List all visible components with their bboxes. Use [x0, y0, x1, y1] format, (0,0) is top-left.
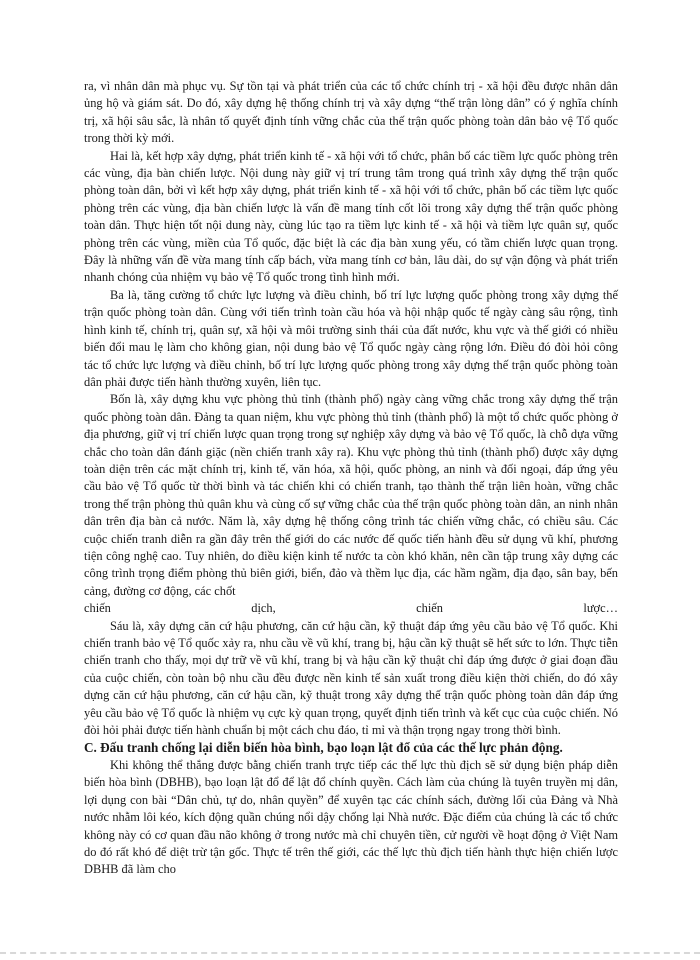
paragraph-intro: ra, vì nhân dân mà phục vụ. Sự tồn tại và phát triển của các tổ chức chính trị - xã hội đều được nhân dân ủng hộ và giám sát. Do đó, xây dựng hệ thống chính trị và xây dựng “thế trận lòng dân” có ý nghĩa chính trị, xã hội sâu sắc, là nhân tố quyết định tính vững chắc của thế trận quốc phòng toàn dân bảo vệ Tổ quốc trong thời kỳ mới.	[84, 79, 618, 146]
paragraph-bon-la: Bốn là, xây dựng khu vực phòng thủ tỉnh (thành phố) ngày càng vững chắc trong xây dựng thế trận quốc phòng toàn dân. Đảng ta quan niệm, khu vực phòng thủ tỉnh (thành phố) là một tổ chức quốc phòng ở địa phương, giữ vị trí chiến lược quan trọng trong sự nghiệp xây dựng và bảo vệ Tổ quốc, là chỗ dựa vững chắc cho toàn dân đánh giặc (nền chiến tranh xây ra). Khu vực phòng thủ tỉnh (thành phố) được xây dựng toàn diện trên các mặt chính trị, kinh tế, văn hóa, xã hội, quốc phòng, an ninh và đối ngoại, đáp ứng yêu cầu bảo vệ Tổ quốc từ thời bình và tác chiến khi có chiến tranh, tạo thành thế trận liên hoàn, vững chắc trong thế trận phòng thủ quân khu và cùng cố sự vững chắc của thế trận quốc phòng toàn dân, an ninh nhân dân trên địa bàn cả nước. Năm là, xây dựng hệ thống công trình tác chiến vững chắc, có chiều sâu. Các cuộc chiến tranh diễn ra gần đây trên thế giới do các nước đế quốc tiến hành đều sử dụng vũ khí, phương tiện công nghệ cao. Tuy nhiên, do điều kiện kinh tế nước ta còn khó khăn, nên cần tập trung xây dựng các công trình trọng điểm phòng thủ biên giới, biển, đảo và thềm lục địa, các hầm ngầm, địa đạo, sân bay, bến cảng, đường cơ động, các chốt	[84, 392, 618, 598]
document-page	[84, 78, 618, 879]
paragraph-sau-la: Sáu là, xây dựng căn cứ hậu phương, căn cứ hậu cần, kỹ thuật đáp ứng yêu cầu bảo vệ Tổ quốc. Khi chiến tranh bảo vệ Tổ quốc xảy ra, nhu cầu về vũ khí, trang bị, hậu cần kỹ thuật sẽ hết sức to lớn. Thực tiễn chiến tranh cho thấy, mọi dự trữ về vũ khí, trang bị và hậu cần kỹ thuật chỉ đáp ứng được ở giai đoạn đầu của cuộc chiến, còn toàn bộ nhu cầu đều được nền kinh tế sản xuất trong điều kiện thời chiến, do đó xây dựng căn cứ hậu phương, căn cứ hậu cần, kỹ thuật trong xây dựng thế trận quốc phòng toàn dân đáp ứng yêu cầu bảo vệ Tổ quốc là nhiệm vụ cực kỳ quan trọng, quyết định tiến trình và kết cục của cuộc chiến. Nó đòi hỏi phải được tiến hành chuẩn bị một cách chu đáo, tỉ mỉ và thận trọng ngay trong thời bình.	[84, 618, 618, 738]
paragraph-hai-la: Hai là, kết hợp xây dựng, phát triển kinh tế - xã hội với tổ chức, phân bố các tiềm lực quốc phòng trên các vùng, địa bàn chiến lược. Nội dung này giữ vị trí trung tâm trong quá trình xây dựng thế trận quốc phòng toàn dân, bởi vì kết hợp xây dựng, phát triển kinh tế - xã hội với tổ chức, phân bố các tiềm lực quốc phòng trên các vùng, địa bàn chiến lược là vấn đề mang tính cốt lõi trong xây dựng thế trận quốc phòng toàn dân. Thực hiện tốt nội dung này, cùng lúc tạo ra tiềm lực kinh tế - xã hội và tiềm lực quân sự, quốc phòng trên các vùng, miền của Tổ quốc, đặc biệt là các địa bàn xung yếu, có tầm chiến lược quan trọng. Đây là những vấn đề vừa mang tính cấp bách, vừa mang tính cơ bản, lâu dài, do sự vận động và phát triển nhanh chóng của nhiệm vụ bảo vệ Tổ quốc trong tình hình mới.	[84, 148, 618, 285]
page-bottom-border	[0, 952, 700, 954]
paragraph-section-c: Khi không thể thắng được bằng chiến tranh trực tiếp các thế lực thù địch sẽ sử dụng biện pháp diễn biến hòa bình (DBHB), bạo loạn lật đổ để lật đổ chính quyền. Cách làm của chúng là tuyên truyền mị dân, lợi dụng con bài “Dân chủ, tự do, nhân quyền” để xuyên tạc các chính sách, đường lối của Đảng và Nhà nước nhằm lôi kéo, kích động quần chúng nổi dậy chống lại Nhà nước. Đặc điểm của chúng là các tổ chức không này có cơ quan đầu não không ở trong nước mà chỉ chuyên tiền, cử người về hoạt động ở Việt Nam do đó rất khó để diệt trừ tận gốc. Thực tế trên thế giới, các thế lực thù địch tiến hành thực hiện chiến lược DBHB đã làm cho	[84, 758, 618, 877]
paragraph-ba-la: Ba là, tăng cường tổ chức lực lượng và điều chỉnh, bố trí lực lượng quốc phòng trong xây dựng thế trận quốc phòng toàn dân. Cùng với tiến trình toàn cầu hóa và hội nhập quốc tế ngày càng sâu rộng, tình hình kinh tế, chính trị, quân sự, xã hội và môi trường sinh thái của đất nước, khu vực và thế giới có nhiều biến đổi mau lẹ làm cho không gian, nội dung bảo vệ Tổ quốc ngày càng rộng lớn. Điều đó đòi hỏi công tác tổ chức lực lượng và điều chỉnh, bố trí lực lượng quốc phòng trong xây dựng thế trận quốc phòng toàn dân phải được tiến hành thường xuyên, liên tục.	[84, 287, 618, 389]
section-heading-c: C. Đấu tranh chống lại diễn biến hòa bình, bạo loạn lật đổ của các thế lực phản động.	[84, 740, 563, 756]
paragraph-chien-luoc-line: chiến dịch, chiến lược…	[84, 601, 618, 616]
